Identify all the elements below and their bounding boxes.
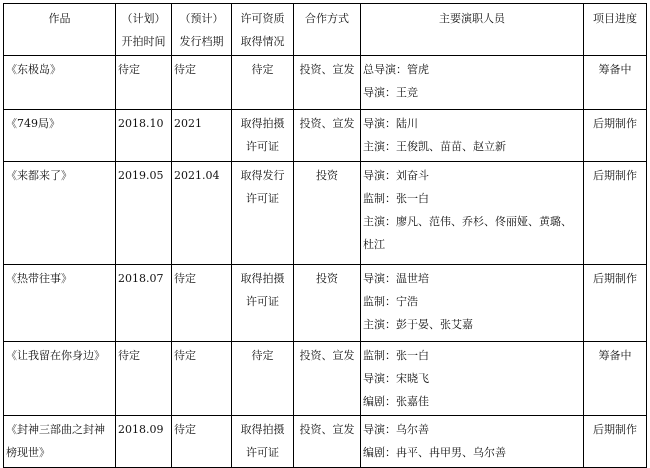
table-row	[4, 110, 647, 162]
header-cooperation: 合作方式	[294, 4, 361, 56]
header-title: 作品	[4, 4, 116, 56]
cell-coop: 投资、宣发	[294, 416, 361, 468]
table-row	[4, 342, 647, 416]
cell-start: 2018.10	[116, 110, 172, 162]
cell-license: 待定	[232, 342, 294, 416]
cell-progress: 后期制作	[584, 265, 647, 342]
cell-coop: 投资、宣发	[294, 342, 361, 416]
cell-staff: 监制：张一白 导演：宋晓飞 编剧：张嘉佳	[361, 342, 584, 416]
table-header-row	[4, 4, 647, 56]
cell-start: 待定	[116, 56, 172, 110]
cell-progress: 筹备中	[584, 342, 647, 416]
cell-release: 待定	[172, 416, 232, 468]
cell-release: 待定	[172, 342, 232, 416]
cell-staff: 导演：温世培 监制：宁浩 主演：彭于晏、张艾嘉	[361, 265, 584, 342]
cell-release: 2021	[172, 110, 232, 162]
cell-license: 取得发行 许可证	[232, 162, 294, 265]
table-row	[4, 265, 647, 342]
cell-progress: 后期制作	[584, 110, 647, 162]
cell-progress: 后期制作	[584, 162, 647, 265]
cell-coop: 投资	[294, 265, 361, 342]
cell-staff: 总导演：管虎 导演：王竞	[361, 56, 584, 110]
cell-release: 待定	[172, 56, 232, 110]
table-row	[4, 416, 647, 468]
cell-staff: 导演：刘奋斗 监制：张一白 主演：廖凡、范伟、乔杉、佟丽娅、黄璐、 杜江	[361, 162, 584, 265]
header-start-time: （计划） 开拍时间	[116, 4, 172, 56]
cell-staff: 导演：陆川 主演：王俊凯、苗苗、赵立新	[361, 110, 584, 162]
cell-start: 2019.05	[116, 162, 172, 265]
cell-coop: 投资、宣发	[294, 56, 361, 110]
cell-title: 《东极岛》	[4, 56, 116, 110]
cell-license: 取得拍摄 许可证	[232, 265, 294, 342]
header-progress: 项目进度	[584, 4, 647, 56]
cell-progress: 后期制作	[584, 416, 647, 468]
cell-title: 《热带往事》	[4, 265, 116, 342]
header-staff: 主要演职人员	[361, 4, 584, 56]
cell-title: 《749局》	[4, 110, 116, 162]
cell-license: 取得拍摄 许可证	[232, 110, 294, 162]
cell-title: 《来都来了》	[4, 162, 116, 265]
cell-start: 待定	[116, 342, 172, 416]
cell-start: 2018.09	[116, 416, 172, 468]
header-license: 许可资质 取得情况	[232, 4, 294, 56]
cell-coop: 投资	[294, 162, 361, 265]
cell-title: 《让我留在你身边》	[4, 342, 116, 416]
cell-license: 取得拍摄 许可证	[232, 416, 294, 468]
cell-license: 待定	[232, 56, 294, 110]
projects-table	[3, 3, 647, 468]
table-row	[4, 162, 647, 265]
cell-release: 2021.04	[172, 162, 232, 265]
cell-title: 《封神三部曲之封神 榜现世》	[4, 416, 116, 468]
header-release: （预计） 发行档期	[172, 4, 232, 56]
cell-staff: 导演：乌尔善 编剧：冉平、冉甲男、乌尔善	[361, 416, 584, 468]
cell-coop: 投资、宣发	[294, 110, 361, 162]
table-row	[4, 56, 647, 110]
cell-start: 2018.07	[116, 265, 172, 342]
cell-progress: 筹备中	[584, 56, 647, 110]
cell-release: 待定	[172, 265, 232, 342]
